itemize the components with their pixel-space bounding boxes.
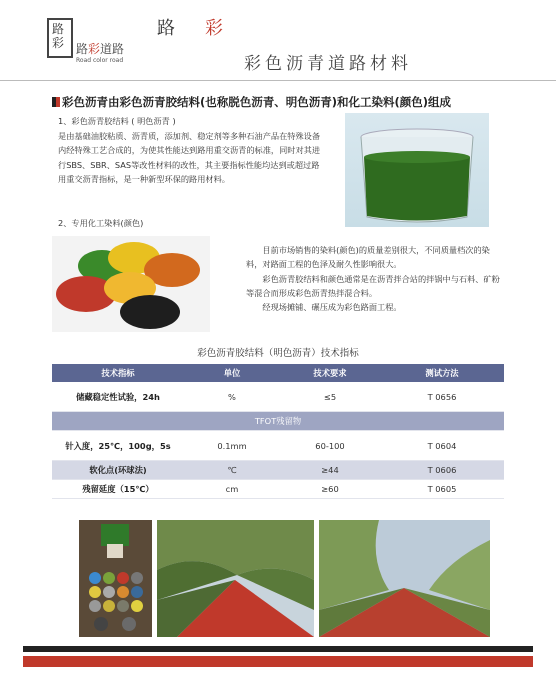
logo-text-cn: 路彩道路 — [76, 42, 125, 56]
para-paving: 经现场摊铺、碾压成为彩色路面工程。 — [262, 302, 402, 313]
cell-unit: 0.1mm — [184, 431, 280, 461]
table-row — [52, 382, 504, 412]
cell-requirement: ≥44 — [280, 461, 380, 480]
col-header-unit: 单位 — [184, 364, 280, 382]
section-marker-red — [56, 97, 60, 107]
cell-indicator: 软化点(环球法) — [52, 461, 184, 480]
dye-description — [246, 243, 506, 314]
page-header — [0, 0, 556, 78]
para-mixing: 彩色沥青胶结料和颜色通常是在沥青拌合站的拌锅中与石料、矿粉等混合而形成彩色沥青热拌混合料。 — [246, 273, 500, 298]
page-title: 彩色沥青道路材料 — [244, 54, 412, 74]
table-caption: 彩色沥青胶结料（明色沥青）技术指标 — [197, 348, 359, 359]
cell-method: T 0656 — [380, 382, 504, 412]
cell-indicator: 针入度，25℃，100g，5s — [52, 431, 184, 461]
cell-unit: % — [184, 382, 280, 412]
para-dye-quality: 目前市场销售的染料(颜色)的质量差别很大，不同质量档次的染料，对路面工程的色泽及耐久性影响很大。 — [246, 245, 490, 270]
section-title: 彩色沥青由彩色沥青胶结料(也称脱色沥青、明色沥青)和化工染料(颜色)组成 — [62, 95, 452, 109]
footer-band-red — [23, 656, 533, 667]
cell-method: T 0605 — [380, 480, 504, 499]
cell-requirement: ≥60 — [280, 480, 380, 499]
cell-method: T 0604 — [380, 431, 504, 461]
cell-unit: ℃ — [184, 461, 280, 480]
logo-glyph: 路彩 — [52, 22, 65, 50]
pigment-piles-photo — [52, 236, 210, 332]
table-band-row — [52, 412, 504, 431]
table-row — [52, 480, 504, 499]
logo-mark — [47, 18, 73, 58]
table-row — [52, 431, 504, 461]
band-label: TFOT残留物 — [52, 412, 504, 431]
col-header-requirement: 技术要求 — [280, 364, 380, 382]
spec-table — [52, 364, 504, 499]
cell-requirement: 60-100 — [280, 431, 380, 461]
red-road-photo — [157, 520, 314, 637]
cell-indicator: 储藏稳定性试验，24h — [52, 382, 184, 412]
logo-text-en: Road color road — [76, 57, 124, 64]
cell-indicator: 残留延度（15℃） — [52, 480, 184, 499]
beaker-photo — [345, 113, 489, 227]
item1-label: 1、彩色沥青胶结料 ( 明色沥青 ) — [58, 116, 176, 126]
cell-method: T 0606 — [380, 461, 504, 480]
table-row — [52, 461, 504, 480]
item1-body: 是由基础油胶粘质、沥青质，添加剂、稳定剂等多种石油产品在特殊设备内经特殊工艺合成的，为使其性能达到路用重交沥青的标准，同时对其进行SBS、SBR、SAS等改性材料的改性，其主要指标性能均达到或超过路用重交沥青指标，是一种新型环保的路用材料。 — [58, 131, 321, 184]
cell-requirement: ≤5 — [280, 382, 380, 412]
willow-road-photo — [319, 520, 490, 637]
brand-lu: 路 — [157, 18, 193, 39]
color-samples-photo — [79, 520, 152, 637]
col-header-method: 测试方法 — [380, 364, 504, 382]
table-header-row — [52, 364, 504, 382]
footer-band-black — [23, 646, 533, 652]
cell-unit: cm — [184, 480, 280, 499]
header-divider — [0, 80, 556, 81]
item2-label: 2、专用化工染料(颜色) — [58, 218, 144, 228]
brand-cai: 彩 — [205, 18, 223, 39]
col-header-indicator: 技术指标 — [52, 364, 184, 382]
